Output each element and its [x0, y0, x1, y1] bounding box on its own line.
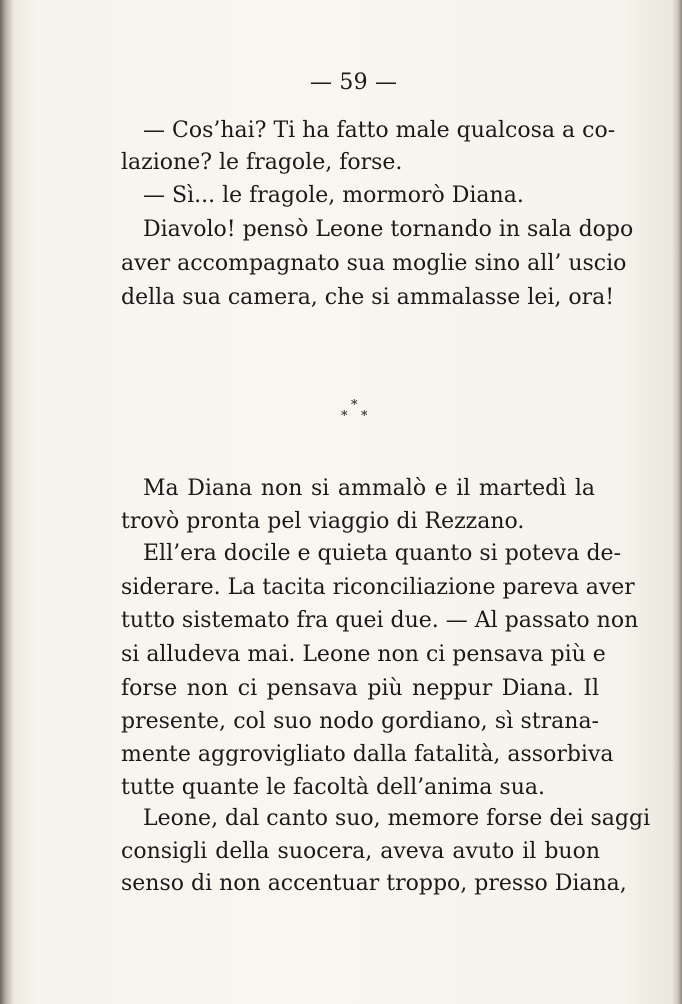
text-line-10: siderare. La tacita riconciliazione pareva aver — [121, 575, 635, 600]
text-line-9: Ell’era docile e quieta quanto si poteva de- — [143, 541, 621, 566]
section-break-asterism — [336, 398, 376, 428]
text-line-7: Ma Diana non si ammalò e il martedì la — [143, 476, 595, 501]
text-line-6: della sua camera, che si ammalasse lei, ora! — [121, 285, 615, 310]
page-number: — 59 — — [310, 70, 398, 95]
text-line-8: trovò pronta pel viaggio di Rezzano. — [121, 509, 525, 534]
text-line-11: tutto sistemato fra quei due. — Al passato non — [121, 608, 639, 633]
text-line-16: tutte quante le facoltà dell’anima sua. — [121, 775, 545, 800]
text-line-5: aver accompagnato sua moglie sino all’ uscio — [121, 251, 627, 276]
text-line-4: Diavolo! pensò Leone tornando in sala dopo — [143, 217, 634, 242]
text-line-14: presente, col suo nodo gordiano, sì strana- — [121, 709, 599, 734]
text-line-3: — Sì... le fragole, mormorò Diana. — [143, 183, 524, 208]
text-line-12: si alludeva mai. Leone non ci pensava più e — [121, 642, 606, 667]
text-line-13: forse non ci pensava più neppur Diana. Il — [121, 676, 599, 701]
asterism-top-star: * — [351, 398, 358, 413]
text-line-2: lazione? le fragole, forse. — [121, 150, 403, 175]
text-line-15: mente aggrovigliato dalla fatalità, assorbiva — [121, 742, 614, 767]
asterism-left-star: * — [341, 409, 348, 424]
text-line-19: senso di non accentuar troppo, presso Diana, — [121, 871, 627, 896]
text-line-18: consigli della suocera, aveva avuto il buon — [121, 839, 600, 864]
page-edge — [672, 0, 682, 1004]
text-line-17: Leone, dal canto suo, memore forse dei saggi — [143, 806, 651, 831]
binding-shadow — [0, 0, 14, 1004]
asterism-right-star: * — [361, 409, 368, 424]
text-line-1: — Cos’hai? Ti ha fatto male qualcosa a co- — [143, 118, 616, 143]
